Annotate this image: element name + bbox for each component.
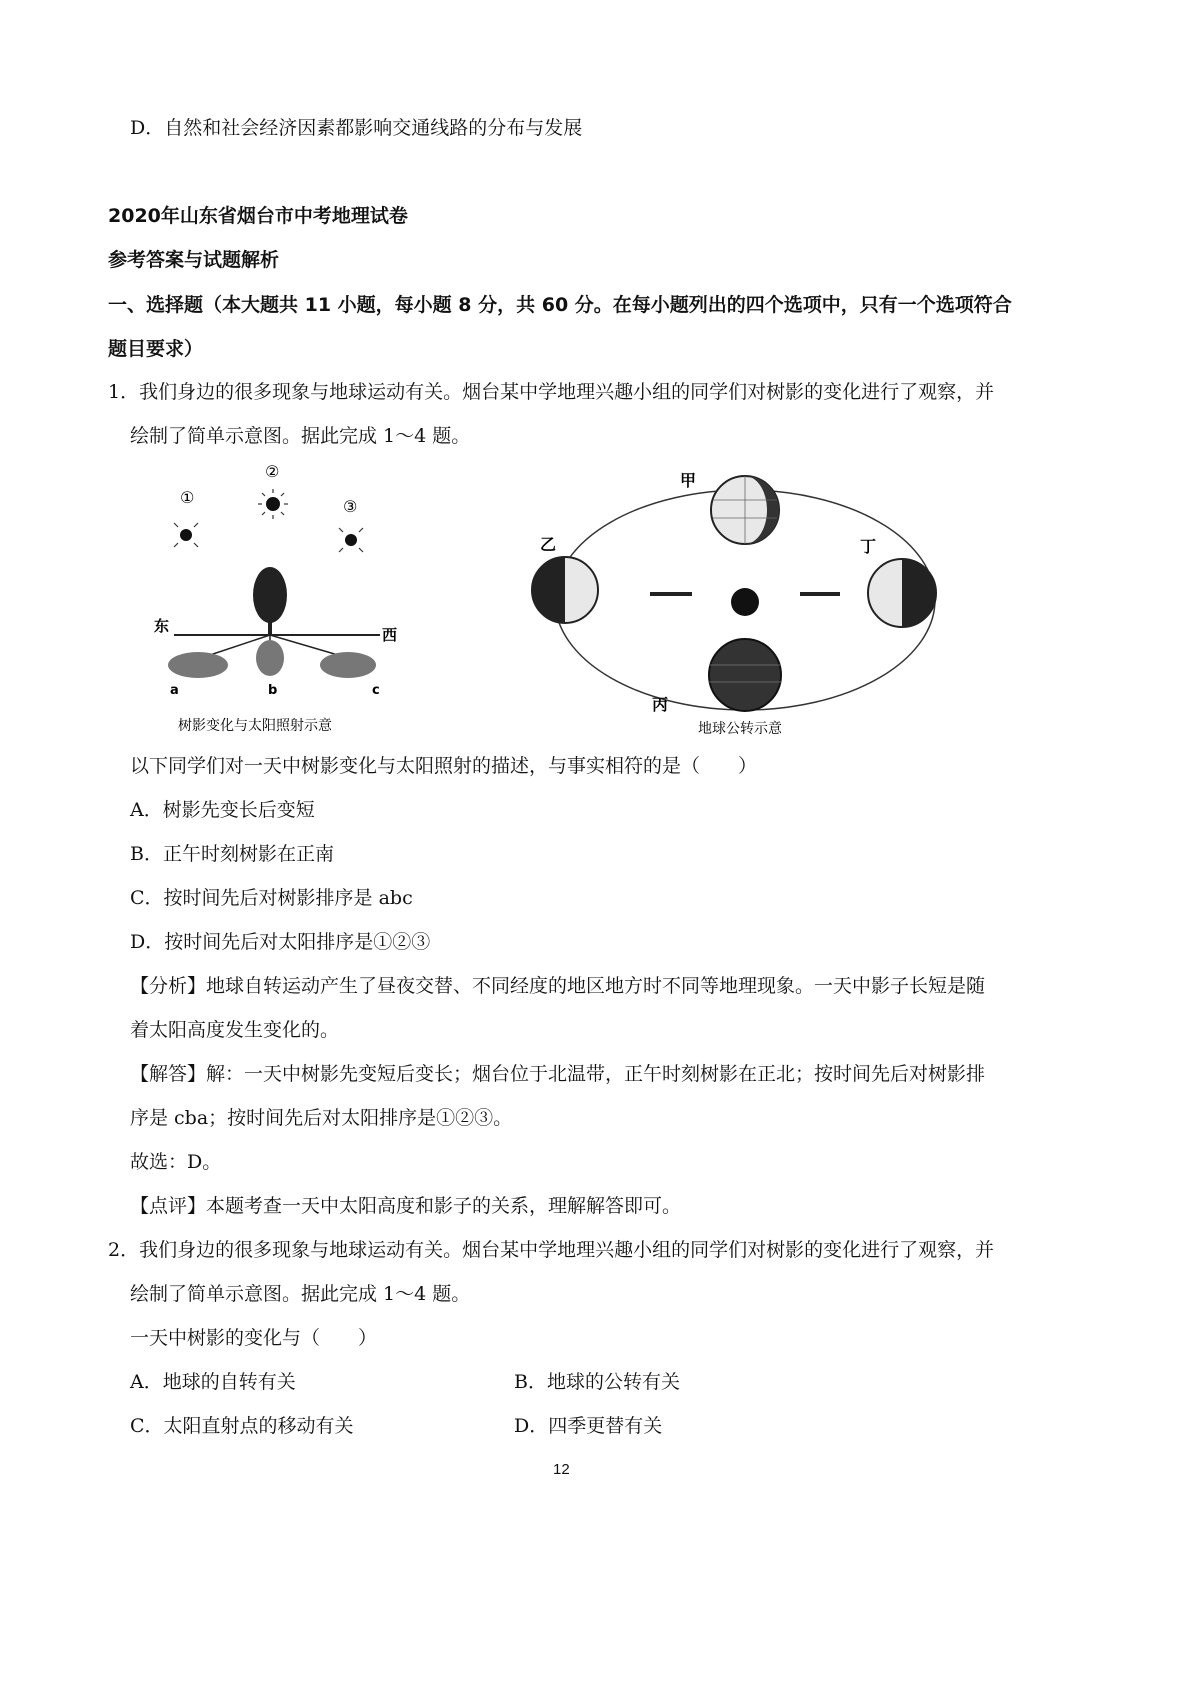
shadow-label-c: c (372, 683, 380, 698)
earth-yi (532, 557, 598, 623)
sun-2 (258, 489, 288, 519)
q2-option-b: B．地球的公转有关 (514, 1371, 680, 1393)
sun-label-3: ③ (343, 497, 358, 516)
tree (253, 567, 287, 634)
q1-question: 以下同学们对一天中树影变化与太阳照射的描述，与事实相符的是（ ） (130, 755, 758, 777)
q1-stem-line2: 绘制了简单示意图。据此完成 1～4 题。 (130, 425, 471, 447)
q1-choice: 故选：D。 (130, 1151, 222, 1173)
page-number: 12 (553, 1461, 570, 1478)
position-jia: 甲 (680, 471, 697, 490)
exam-title: 2020年山东省烟台市中考地理试卷 (108, 205, 408, 227)
q1-option-a: A．树影先变长后变短 (130, 799, 315, 821)
q1-analysis-line2: 着太阳高度发生变化的。 (130, 1019, 340, 1041)
section-heading-line1: 一、选择题（本大题共 11 小题，每小题 8 分，共 60 分。在每小题列出的四个选项中，只有一个选项符合 (108, 294, 1012, 316)
shadow-label-b: b (268, 683, 278, 698)
q2-stem-line2: 绘制了简单示意图。据此完成 1～4 题。 (130, 1283, 471, 1305)
q1-solution-line1: 【解答】解：一天中树影先变短后变长；烟台位于北温带，正午时刻树影在正北；按时间先后对树影排 (130, 1063, 986, 1085)
q2-question: 一天中树影的变化与（ ） (130, 1327, 378, 1349)
earth-jia (711, 476, 779, 544)
earth-ding (868, 559, 936, 627)
right-figure-caption: 地球公转示意 (698, 721, 782, 737)
west-label: 西 (382, 626, 398, 644)
q1-option-c: C．按时间先后对树影排序是 abc (130, 887, 413, 909)
answer-title: 参考答案与试题解析 (108, 249, 280, 271)
q1-stem-line1: 1．我们身边的很多现象与地球运动有关。烟台某中学地理兴趣小组的同学们对树影的变化进行了观察，并 (108, 381, 995, 403)
position-yi: 乙 (540, 535, 557, 554)
earth-bing (709, 639, 781, 711)
position-ding: 丁 (860, 537, 877, 556)
sun-label-2: ② (265, 462, 280, 481)
shadow-a (168, 652, 228, 678)
tree-shadow-figure (150, 460, 410, 745)
sun-label-1: ① (180, 488, 195, 507)
q2-option-d: D．四季更替有关 (514, 1415, 663, 1437)
east-label: 东 (154, 617, 170, 635)
sun-1 (174, 523, 198, 547)
q2-stem-line1: 2．我们身边的很多现象与地球运动有关。烟台某中学地理兴趣小组的同学们对树影的变化进行了观察，并 (108, 1239, 995, 1261)
previous-option-d: D．自然和社会经济因素都影响交通线路的分布与发展 (130, 117, 583, 139)
sun-3 (339, 528, 363, 552)
shadow-label-a: a (170, 683, 179, 698)
section-heading-line2: 题目要求） (108, 338, 204, 360)
q1-comment: 【点评】本题考查一天中太阳高度和影子的关系，理解解答即可。 (130, 1195, 682, 1217)
q1-option-d: D．按时间先后对太阳排序是①②③ (130, 931, 431, 953)
shadow-b (256, 640, 284, 676)
position-bing: 丙 (652, 695, 669, 714)
earth-revolution-figure (510, 460, 970, 745)
sun-center (731, 588, 759, 616)
left-figure-caption: 树影变化与太阳照射示意 (178, 718, 332, 734)
shadow-c (320, 652, 376, 678)
q1-solution-line2: 序是 cba；按时间先后对太阳排序是①②③。 (130, 1107, 513, 1129)
q1-option-b: B．正午时刻树影在正南 (130, 843, 334, 865)
q2-option-c: C．太阳直射点的移动有关 (130, 1415, 354, 1437)
q2-option-a: A．地球的自转有关 (130, 1371, 296, 1393)
q1-analysis-line1: 【分析】地球自转运动产生了昼夜交替、不同经度的地区地方时不同等地理现象。一天中影子长短是随 (130, 975, 986, 997)
